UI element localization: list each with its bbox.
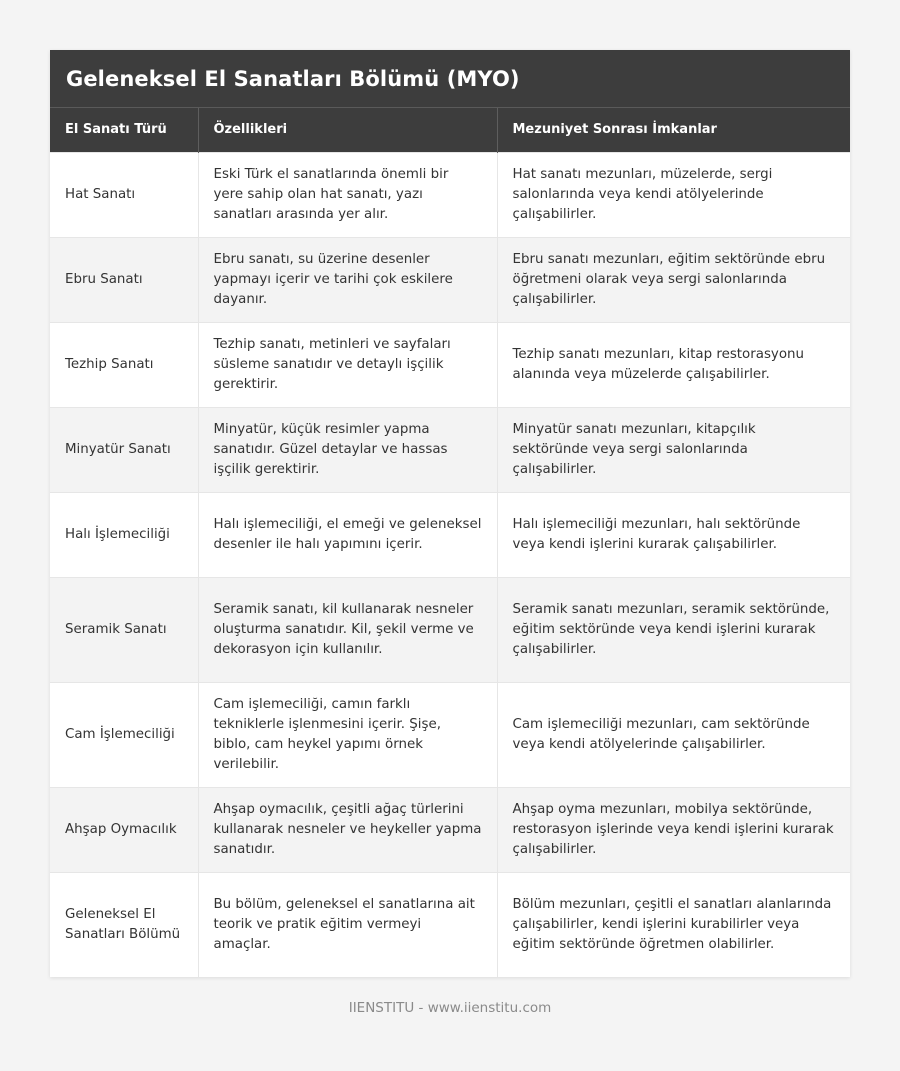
cell-craft-type: Halı İşlemeciliği [50, 492, 198, 577]
title-bar [50, 50, 850, 108]
table-row [50, 492, 850, 577]
cell-features: Minyatür, küçük resimler yapma sanatıdır. Güzel detaylar ve hassas işçilik gerektirir. [198, 407, 497, 492]
cell-features: Seramik sanatı, kil kullanarak nesneler oluşturma sanatıdır. Kil, şekil verme ve dekorasyon için kullanılır. [198, 577, 497, 682]
cell-opportunities: Cam işlemeciliği mezunları, cam sektöründe veya kendi atölyelerinde çalışabilirler. [497, 682, 850, 787]
cell-craft-type: Minyatür Sanatı [50, 407, 198, 492]
cell-opportunities: Ahşap oyma mezunları, mobilya sektöründe, restorasyon işlerinde veya kendi işlerini kurarak çalışabilirler. [497, 787, 850, 872]
table-row [50, 787, 850, 872]
table-row [50, 237, 850, 322]
header-craft-type: El Sanatı Türü [50, 108, 198, 152]
table-row [50, 152, 850, 237]
table-row [50, 872, 850, 977]
cell-opportunities: Bölüm mezunları, çeşitli el sanatları alanlarında çalışabilirler, kendi işlerini kurabilirler veya eğitim sektöründe öğretmen olabilirler. [497, 872, 850, 977]
table-row [50, 577, 850, 682]
table-header-row [50, 108, 850, 152]
table-card [50, 50, 850, 977]
footer-credit: IIENSTITU - www.iienstitu.com [348, 1000, 552, 1016]
table-row [50, 407, 850, 492]
cell-features: Bu bölüm, geleneksel el sanatlarına ait teorik ve pratik eğitim vermeyi amaçlar. [198, 872, 497, 977]
cell-opportunities: Minyatür sanatı mezunları, kitapçılık sektöründe veya sergi salonlarında çalışabilirler. [497, 407, 850, 492]
cell-features: Eski Türk el sanatlarında önemli bir yere sahip olan hat sanatı, yazı sanatları arasında yer alır. [198, 152, 497, 237]
table-row [50, 682, 850, 787]
cell-opportunities: Seramik sanatı mezunları, seramik sektöründe, eğitim sektöründe veya kendi işlerini kurarak çalışabilirler. [497, 577, 850, 682]
cell-craft-type: Cam İşlemeciliği [50, 682, 198, 787]
header-opportunities: Mezuniyet Sonrası İmkanlar [497, 108, 850, 152]
header-features: Özellikleri [198, 108, 497, 152]
cell-features: Ebru sanatı, su üzerine desenler yapmayı içerir ve tarihi çok eskilere dayanır. [198, 237, 497, 322]
cell-craft-type: Ahşap Oymacılık [50, 787, 198, 872]
crafts-table [50, 108, 850, 977]
cell-opportunities: Tezhip sanatı mezunları, kitap restorasyonu alanında veya müzelerde çalışabilirler. [497, 322, 850, 407]
cell-craft-type: Seramik Sanatı [50, 577, 198, 682]
cell-features: Ahşap oymacılık, çeşitli ağaç türlerini kullanarak nesneler ve heykeller yapma sanatıdır. [198, 787, 497, 872]
cell-craft-type: Hat Sanatı [50, 152, 198, 237]
cell-features: Halı işlemeciliği, el emeği ve geleneksel desenler ile halı yapımını içerir. [198, 492, 497, 577]
table-title: Geleneksel El Sanatları Bölümü (MYO) [66, 66, 520, 91]
cell-craft-type: Ebru Sanatı [50, 237, 198, 322]
cell-features: Cam işlemeciliği, camın farklı tekniklerle işlenmesini içerir. Şişe, biblo, cam heykel yapımı örnek verilebilir. [198, 682, 497, 787]
cell-craft-type: Tezhip Sanatı [50, 322, 198, 407]
cell-craft-type: Geleneksel El Sanatları Bölümü [50, 872, 198, 977]
table-row [50, 322, 850, 407]
cell-opportunities: Ebru sanatı mezunları, eğitim sektöründe ebru öğretmeni olarak veya sergi salonlarında çalışabilirler. [497, 237, 850, 322]
cell-features: Tezhip sanatı, metinleri ve sayfaları süsleme sanatıdır ve detaylı işçilik gerektirir. [198, 322, 497, 407]
cell-opportunities: Halı işlemeciliği mezunları, halı sektöründe veya kendi işlerini kurarak çalışabilirler. [497, 492, 850, 577]
cell-opportunities: Hat sanatı mezunları, müzelerde, sergi salonlarında veya kendi atölyelerinde çalışabilirler. [497, 152, 850, 237]
